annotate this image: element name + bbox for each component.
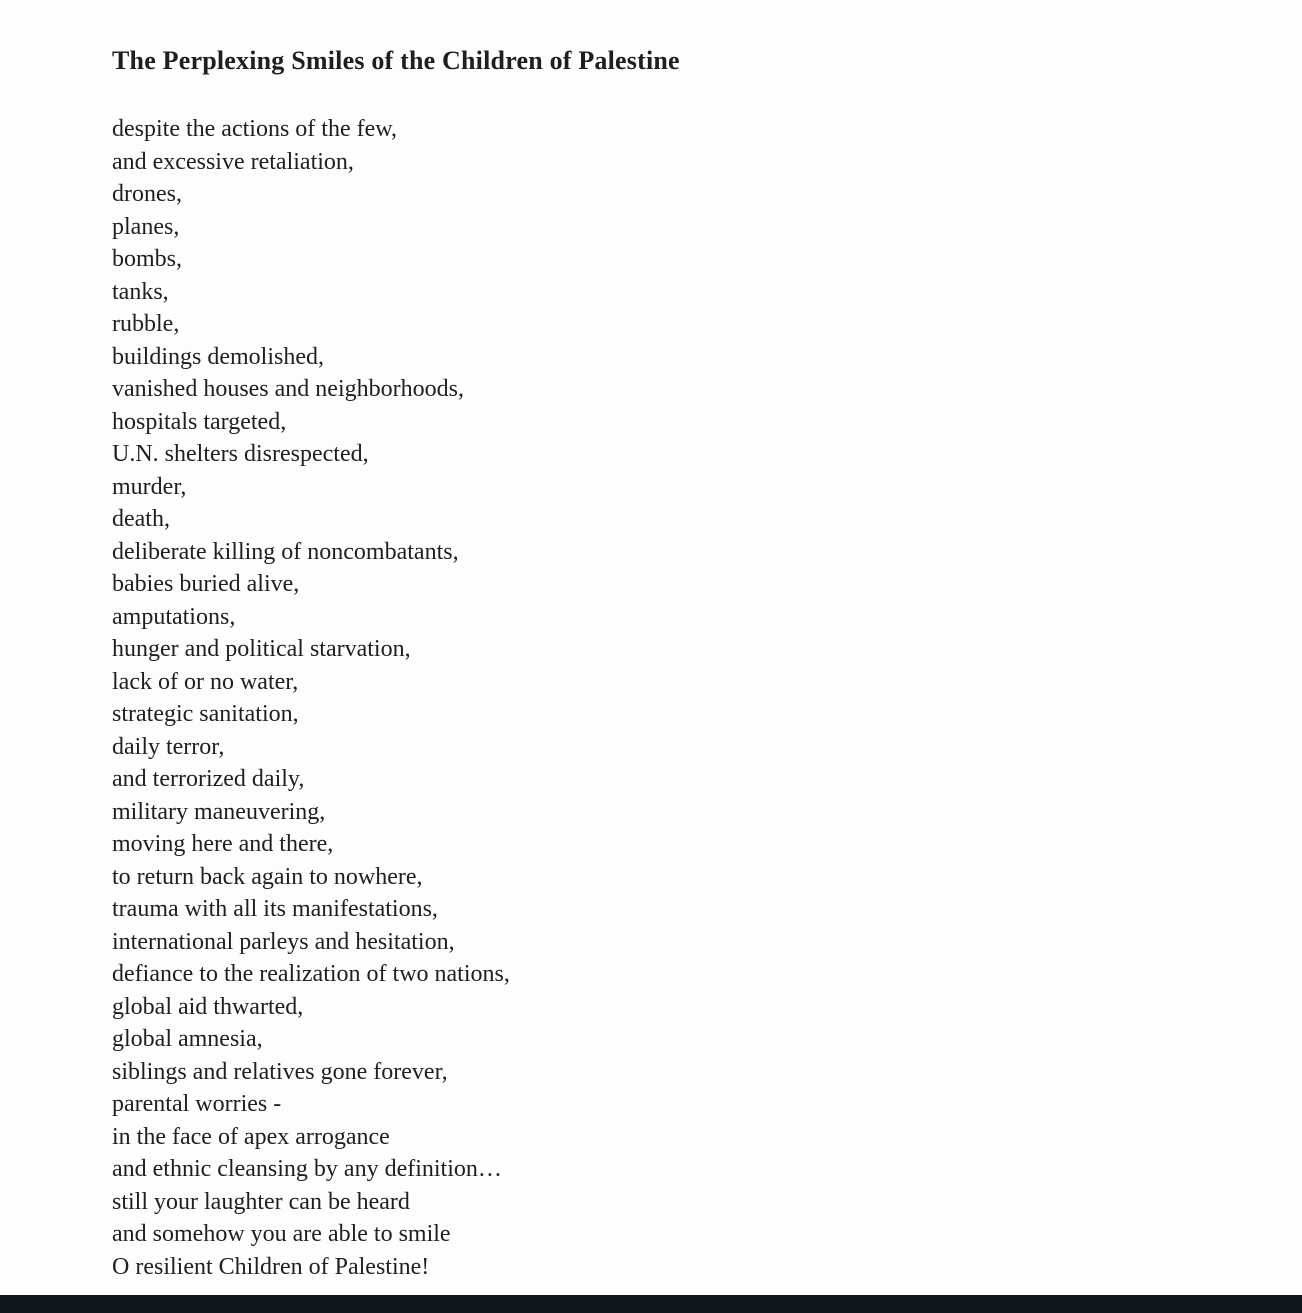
poem-line: and terrorized daily, — [112, 766, 305, 792]
poem-line: planes, — [112, 213, 180, 240]
poem-line: amputations, — [112, 603, 236, 630]
poem-line: siblings and relatives gone forever, — [112, 1058, 448, 1085]
poem-title: The Perplexing Smiles of the Children of Palestine — [112, 46, 680, 75]
poem-line: hospitals targeted, — [112, 408, 287, 435]
poem-line: tanks, — [112, 278, 169, 305]
poem-line: daily terror, — [112, 733, 225, 760]
poem-line: drones, — [112, 181, 182, 207]
poem-line: strategic sanitation, — [112, 701, 299, 727]
poem-line: and ethnic cleansing by any definition… — [112, 1156, 502, 1182]
poem-line: in the face of apex arrogance — [112, 1123, 390, 1150]
poem-line: and excessive retaliation, — [112, 148, 354, 175]
poem-line: lack of or no water, — [112, 668, 299, 695]
poem-body — [112, 113, 1242, 1283]
poem-line: defiance to the realization of two nations, — [112, 961, 510, 987]
bottom-bar — [0, 1295, 1302, 1313]
poem-line: bombs, — [112, 246, 183, 272]
poem-line: and somehow you are able to smile — [112, 1221, 451, 1247]
poem-line: babies buried alive, — [112, 571, 300, 597]
poem-line: death, — [112, 506, 170, 532]
poem-line: parental worries - — [112, 1091, 282, 1117]
poem-line: international parleys and hesitation, — [112, 928, 455, 955]
poem-line: U.N. shelters disrespected, — [112, 441, 369, 467]
poem-line: hunger and political starvation, — [112, 636, 411, 662]
poem-line: trauma with all its manifestations, — [112, 896, 438, 922]
poem-line: global amnesia, — [112, 1026, 263, 1052]
poem-line: deliberate killing of noncombatants, — [112, 538, 459, 565]
poem-line: vanished houses and neighborhoods, — [112, 376, 464, 402]
poem-line: still your laughter can be heard — [112, 1188, 410, 1215]
poem-line: moving here and there, — [112, 831, 334, 857]
poem-line: global aid thwarted, — [112, 993, 304, 1020]
poem-line: buildings demolished, — [112, 343, 324, 370]
poem-line: to return back again to nowhere, — [112, 863, 423, 890]
poem-line: murder, — [112, 473, 187, 500]
poem-line: O resilient Children of Palestine! — [112, 1253, 430, 1280]
poem-line: rubble, — [112, 311, 180, 337]
poem-line: despite the actions of the few, — [112, 116, 398, 142]
poem-line: military maneuvering, — [112, 798, 326, 825]
